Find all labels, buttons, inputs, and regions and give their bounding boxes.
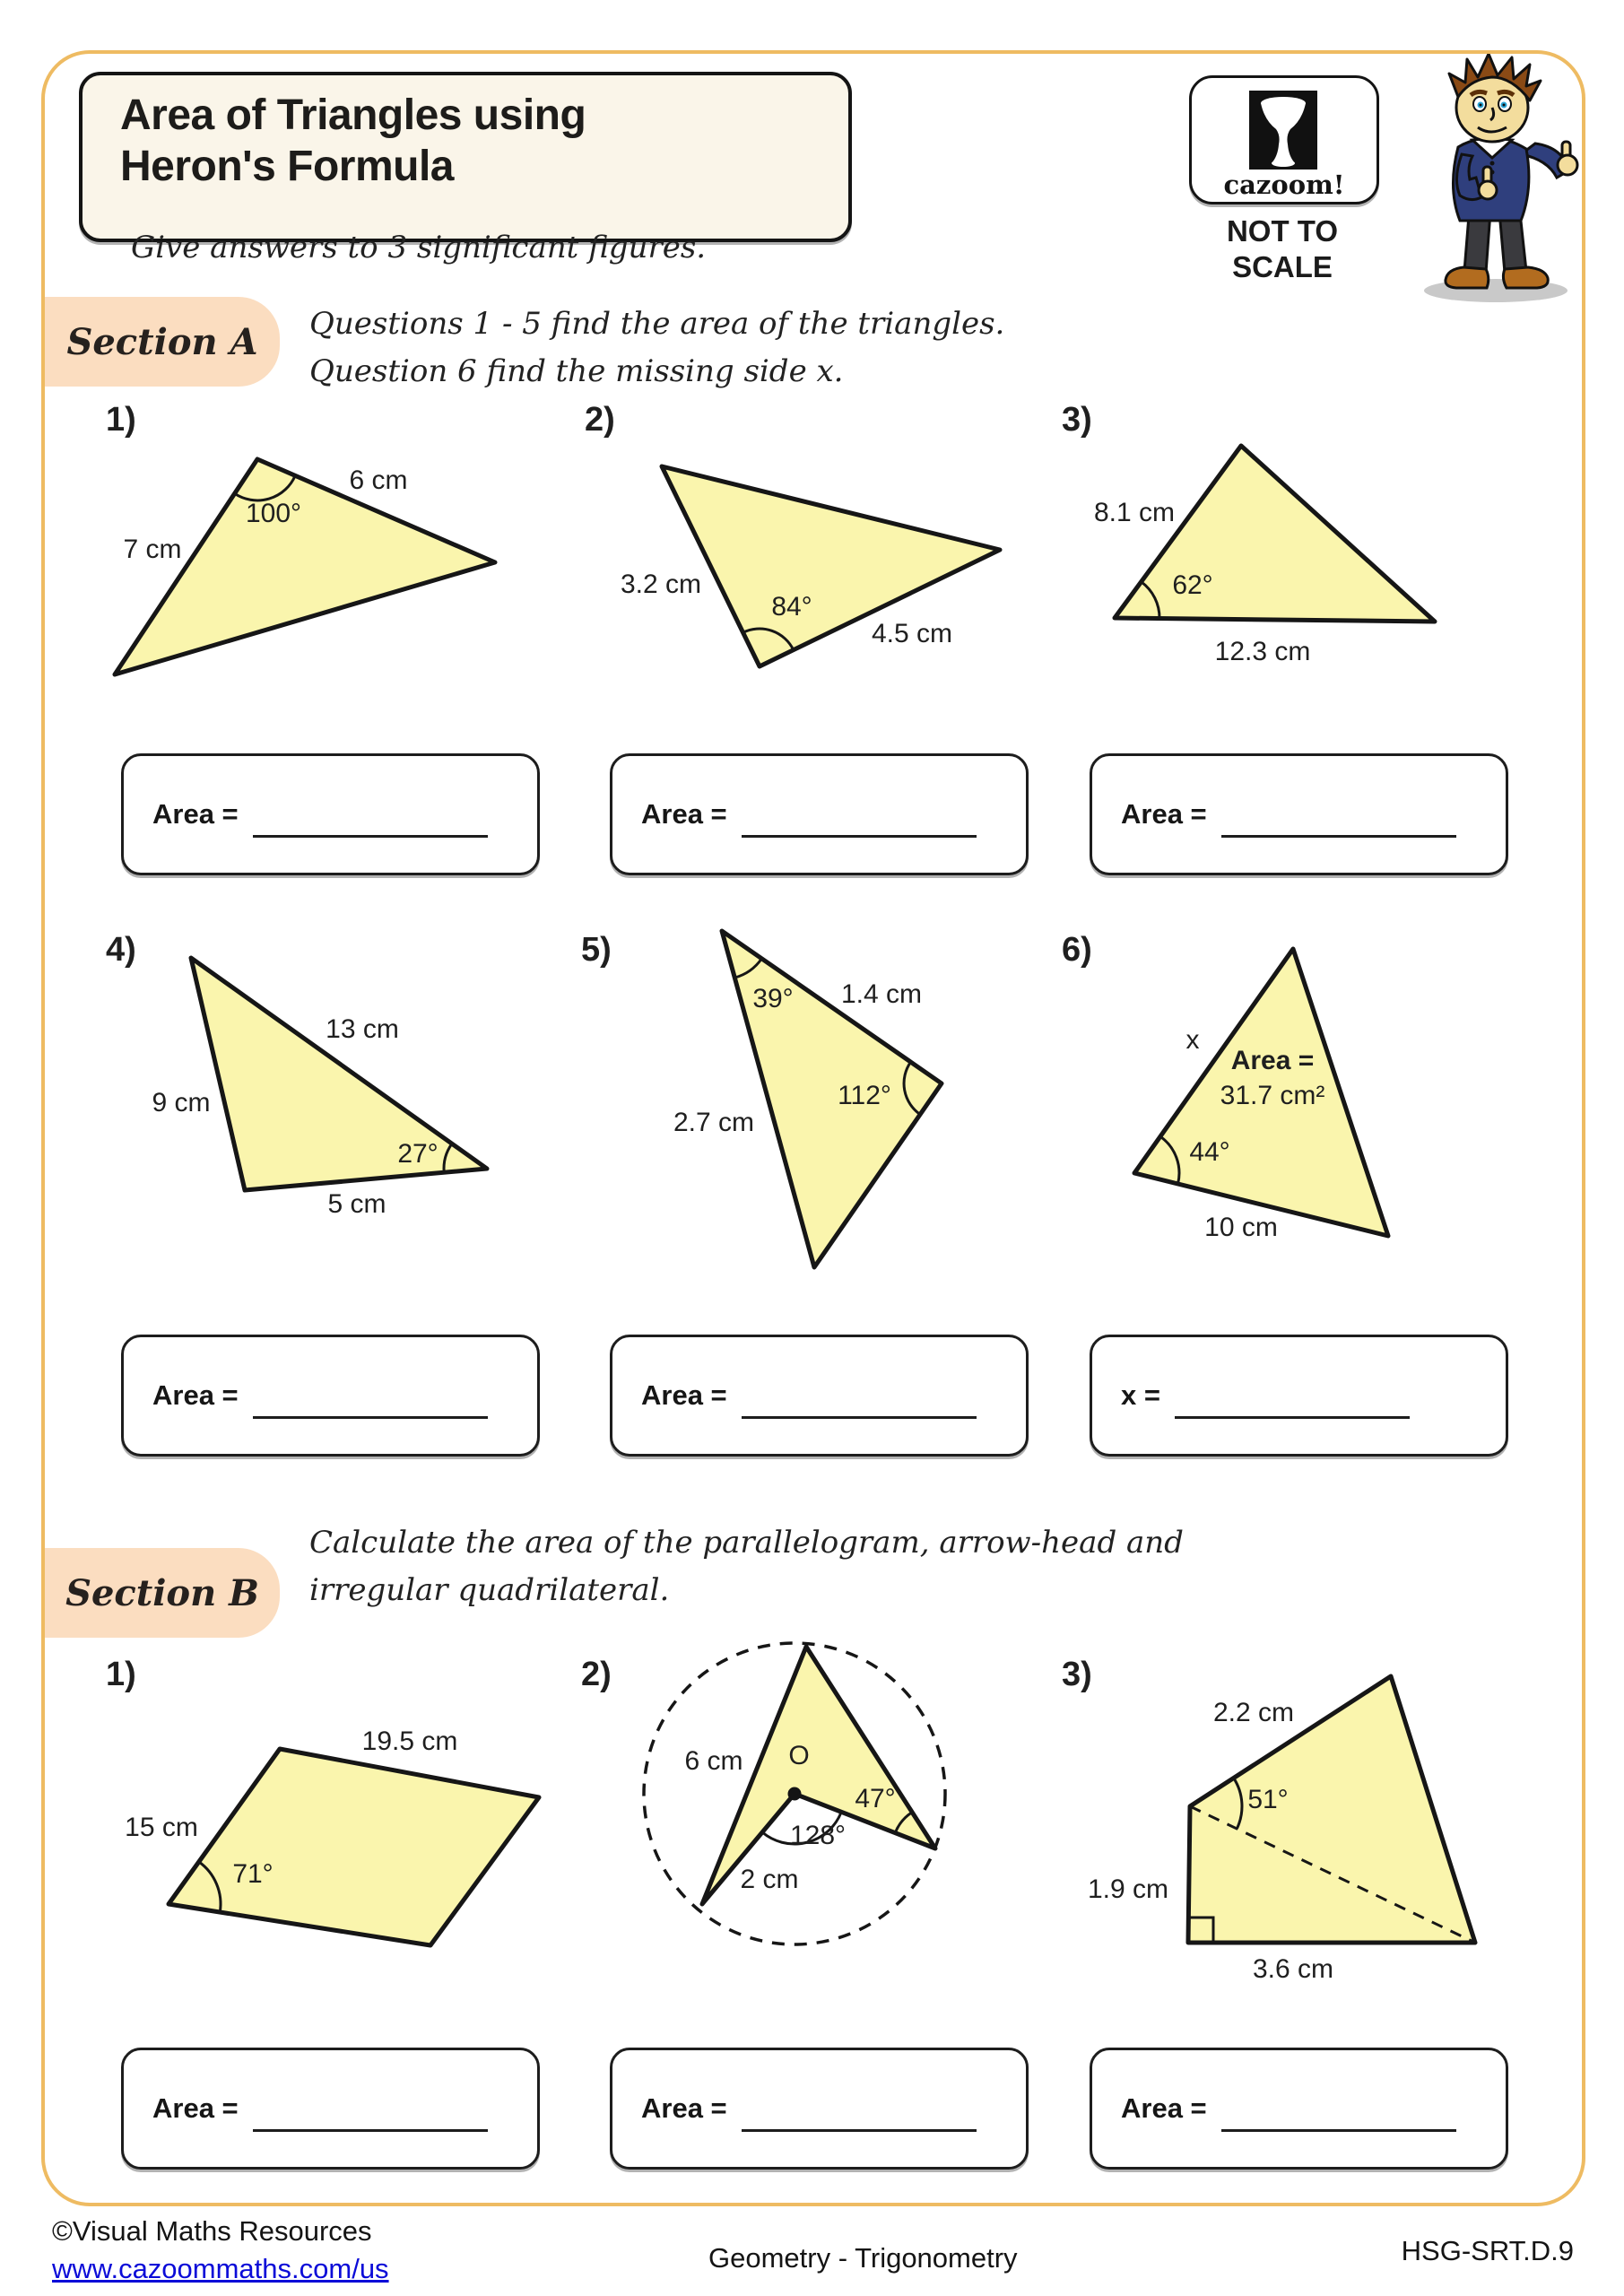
intro-note: Give answers to 3 significant figures. [131, 230, 707, 265]
side-label: 7 cm [123, 535, 182, 564]
quadrilateral-diagram-b3 [1040, 1632, 1542, 2009]
answer-label: Area = [641, 2092, 727, 2124]
side-label: 19.5 cm [361, 1726, 458, 1756]
answer-line [742, 1416, 977, 1419]
answer-label: Area = [1121, 798, 1207, 830]
section-b-instruction-2: irregular quadrilateral. [309, 1572, 670, 1608]
logo-wordmark: cazoom! [1223, 170, 1345, 200]
angle-label: 100° [245, 499, 302, 528]
answer-box [1090, 2048, 1508, 2170]
not-to-scale-note: NOT TO SCALE [1226, 214, 1339, 283]
triangle-diagram-a4 [90, 924, 574, 1309]
answer-box [1090, 1335, 1508, 1457]
side-label: 5 cm [327, 1189, 386, 1219]
angle-label: 84° [771, 592, 812, 622]
question-number: 2) [581, 1656, 612, 1693]
answer-line [1221, 2129, 1456, 2132]
question-number: 3) [1062, 401, 1092, 439]
answer-label: Area = [152, 2092, 239, 2124]
triangle-a3 [1058, 422, 1542, 718]
angle-label: 39° [752, 984, 794, 1013]
answer-line [1175, 1416, 1410, 1419]
side-label: 8.1 cm [1093, 498, 1176, 527]
triangle-diagram-a6 [1040, 924, 1542, 1309]
title-box [79, 72, 852, 242]
angle-label: 62° [1172, 570, 1213, 600]
side-label: 10 cm [1204, 1213, 1278, 1242]
answer-line [742, 2129, 977, 2132]
section-b-label: Section B [65, 1571, 259, 1614]
side-label: x [1185, 1025, 1200, 1055]
answer-line [253, 2129, 488, 2132]
triangle-diagram-a3 [1058, 422, 1542, 718]
side-label: 12.3 cm [1214, 637, 1311, 666]
question-number: 6) [1062, 931, 1092, 969]
triangle-a5 [583, 924, 1031, 1309]
mascot-character [1377, 54, 1614, 309]
angle-label: 44° [1189, 1137, 1230, 1167]
side-label: 1.9 cm [1087, 1874, 1169, 1904]
area-given-label: Area = [1230, 1046, 1315, 1075]
section-a-label: Section A [66, 320, 258, 363]
side-label: 4.5 cm [871, 619, 953, 648]
question-number: 1) [106, 1656, 136, 1693]
answer-box [121, 1335, 540, 1457]
side-label: 1.4 cm [840, 979, 923, 1009]
answer-label: x = [1121, 1379, 1160, 1411]
section-b-instruction-1: Calculate the area of the parallelogram, arrow-head and [309, 1525, 1184, 1561]
question-number: 1) [106, 401, 136, 439]
footer-topic: Geometry - Trigonometry [708, 2242, 1018, 2274]
area-given-value: 31.7 cm² [1220, 1081, 1325, 1110]
section-a-tab [45, 297, 280, 387]
section-a-instruction-1: Questions 1 - 5 find the area of the triangles. [309, 306, 1005, 342]
side-label: 2.2 cm [1212, 1698, 1295, 1727]
angle-label: 47° [855, 1784, 896, 1813]
center-point [788, 1787, 802, 1801]
footer-copyright: ©Visual Maths Resources [52, 2215, 372, 2247]
answer-label: Area = [1121, 2092, 1207, 2124]
side-label: 9 cm [152, 1088, 211, 1118]
section-b-tab [45, 1548, 280, 1638]
quadrilateral-b3 [1040, 1632, 1542, 2009]
triangle-a6 [1040, 924, 1542, 1309]
center-label: O [788, 1741, 810, 1770]
footer-link[interactable]: www.cazoommaths.com/us [52, 2253, 389, 2284]
side-label: 2 cm [740, 1865, 799, 1894]
answer-box [610, 2048, 1029, 2170]
answer-line [253, 1416, 488, 1419]
cazoom-logo [1189, 75, 1379, 204]
answer-line [742, 835, 977, 838]
answer-box [121, 2048, 540, 2170]
side-label: 15 cm [125, 1813, 198, 1842]
side-label: 6 cm [349, 465, 408, 495]
triangle-diagram-a2 [574, 422, 1040, 718]
side-label: 13 cm [326, 1014, 399, 1044]
answer-label: Area = [641, 1379, 727, 1411]
triangle-diagram-a5 [583, 924, 1031, 1309]
side-label: 3.6 cm [1252, 1954, 1334, 1984]
answer-label: Area = [152, 798, 239, 830]
question-number: 3) [1062, 1656, 1092, 1693]
section-a-instruction-2: Question 6 find the missing side x. [309, 353, 844, 389]
answer-line [1221, 835, 1456, 838]
side-label: 6 cm [684, 1746, 743, 1776]
question-number: 4) [106, 931, 136, 969]
footer-standard-code: HSG-SRT.D.9 [1401, 2235, 1574, 2266]
answer-box [121, 753, 540, 875]
angle-label: 27° [397, 1139, 439, 1169]
angle-label: 51° [1247, 1785, 1289, 1814]
answer-line [253, 835, 488, 838]
question-number: 2) [585, 401, 615, 439]
side-label: 3.2 cm [620, 570, 702, 599]
page-title: Area of Triangles using Heron's Formula [120, 91, 586, 190]
question-number: 5) [581, 931, 612, 969]
arrowhead-diagram-b2 [583, 1632, 1031, 2009]
parallelogram-diagram-b1 [81, 1641, 583, 2009]
answer-label: Area = [152, 1379, 239, 1411]
angle-label: 128° [789, 1821, 847, 1850]
side-label: 2.7 cm [673, 1108, 755, 1137]
triangle-a1 [90, 422, 574, 718]
angle-label: 71° [232, 1859, 274, 1889]
answer-label: Area = [641, 798, 727, 830]
angle-label: 112° [838, 1081, 891, 1110]
answer-box [1090, 753, 1508, 875]
answer-box [610, 753, 1029, 875]
answer-box [610, 1335, 1029, 1457]
triangle-diagram-a1 [90, 422, 574, 718]
